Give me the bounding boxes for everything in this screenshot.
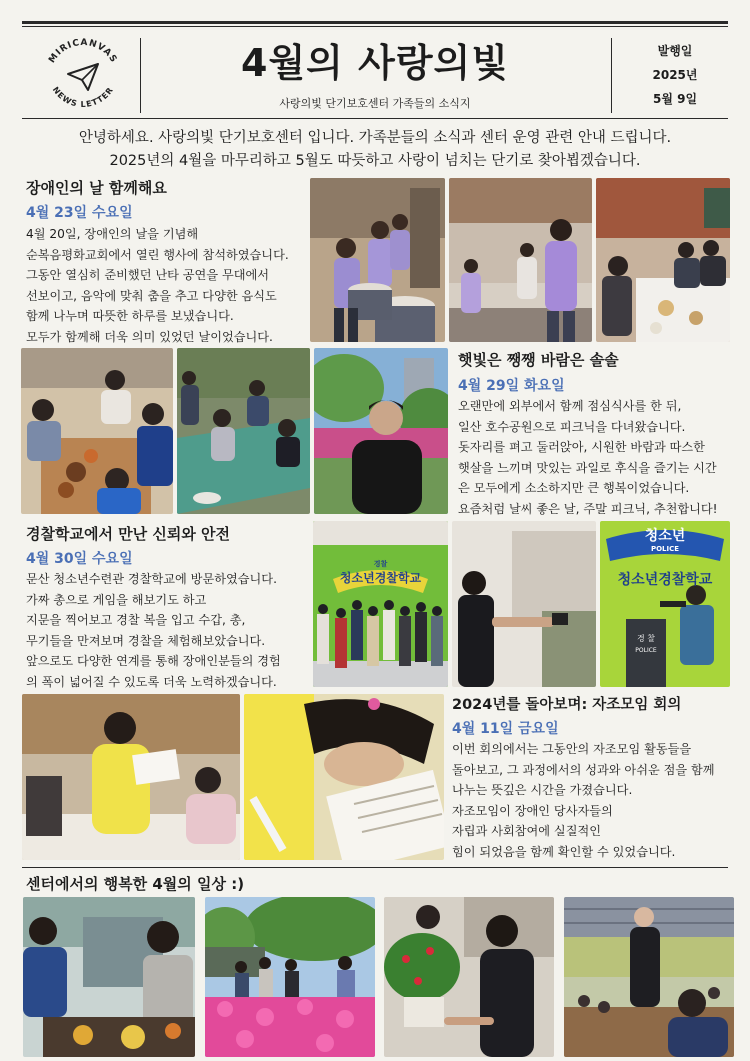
paper-plane-icon [68,64,98,90]
publish-label: 발행일 [657,44,693,58]
photo-shooting-game [452,521,596,687]
photo-dining-hall [596,178,730,342]
newsletter-logo [38,30,128,120]
poster-school-text: 청소년경찰학교 [617,572,713,588]
section-date: 4월 11일 금요일 [452,721,559,737]
section-date: 4월 30일 수요일 [26,551,133,567]
booth-police: POLICE [635,647,657,654]
photo-daily-gym [564,897,734,1057]
booth-label: 경 찰 [637,634,655,643]
poster-police-text: POLICE [650,545,680,553]
section-title: 햇빛은 쨍쨍 바람은 솔솔 [458,351,619,369]
poster-small-text: 청소년 [644,528,686,544]
photo-picnic-mat [177,348,310,514]
photo-daily-flowers [205,897,375,1057]
section-body: 오랜만에 외부에서 함께 점심식사를 한 뒤, 일산 호수공원으로 피크닉을 다녀왔습니다. 돗자리를 펴고 둘러앉아, 시원한 바람과 따스한 햇살을 느끼며 맛있는 과일로 후식을 즐기는 시간 은 모두에게 소소하지만 큰 행복이었습니다. 요즘처럼 날씨 좋은 날, 주말 피크닉, 추천합니다! [458,399,718,516]
section-body: 문산 청소년수련관 경찰학교에 방문하였습니다. 가짜 총으로 게임을 해보기도 하고 지문을 찍어보고 경찰 복을 입고 수갑, 총, 무기들을 만져보며 경찰을 체험해보았습니다. 앞으로도 다양한 연계를 통해 장애인분들의 경험 의 폭이 넓어질 수 있도록 더욱 노력하겠습니다. [26,572,281,689]
photo-dancing [449,178,592,342]
photo-police-group [313,521,448,687]
logo-bottom-text: NEWS LETTER [50,85,116,110]
section-body: 이번 회의에서는 그동안의 자조모임 활동들을 돌아보고, 그 과정에서의 성과와 아쉬운 점을 함께 나누는 뜻깊은 시간을 가졌습니다. 자조모임이 장애인 당사자들의 자립과 사회참여에 실질적인 힘이 되었음을 함께 확인할 수 있었습니다. [452,742,715,859]
photo-police-poster [600,521,730,687]
publish-date: 5월 9일 [652,92,698,106]
photo-daily-plant [384,897,554,1057]
intro-line-1: 안녕하세요. 사랑의빛 단기보호센터 입니다. 가족분들의 소식과 센터 운영 관련 안내 드립니다. [78,130,672,146]
svg-text:NEWS LETTER [51,85,116,109]
page-subtitle: 사랑의빛 단기보호센터 가족들의 소식지 [279,97,471,110]
page-title: 4월의 사랑의빛 [241,41,509,85]
section-title: 경찰학교에서 만난 신뢰와 안전 [26,525,231,543]
section-date: 4월 29일 화요일 [458,378,565,394]
publish-year: 2025년 [652,68,698,82]
banner-small-text: 경찰 [373,560,388,568]
intro-line-2: 2025년의 4월을 마무리하고 5월도 따듯하고 사랑이 넘치는 단기로 찾아뵙겠습니다. [109,153,641,169]
photo-daily-snack [23,897,195,1057]
section-title: 장애인의 날 함께해요 [26,179,167,197]
section-date: 4월 23일 수요일 [26,205,133,221]
photo-park-portrait [314,348,448,514]
photo-drum-performance [310,178,445,342]
photo-meeting-writing [244,694,444,860]
photo-meeting-speaker [22,694,240,860]
section-title: 2024년를 돌아보며: 자조모임 회의 [452,697,682,713]
logo-top-text: MIRICANVAS [47,37,119,66]
section-title: 센터에서의 행복한 4월의 일상 :) [26,875,245,893]
banner-main-text: 청소년경찰학교 [339,571,422,585]
photo-picnic-lunch [21,348,173,514]
section-body: 4월 20일, 장애인의 날을 기념해 순복음평화교회에서 열린 행사에 참석하였습니다. 그동안 열심히 준비했던 난타 공연을 무대에서 선보이고, 음악에 맞춰 춤을 추고 다양한 음식도 함께 나누며 따뜻한 하루를 보냈습니다. 모두가 함께해 더욱 의미 있었던 날이었습니다. [26,227,289,344]
svg-text:MIRICANVAS [47,38,118,65]
